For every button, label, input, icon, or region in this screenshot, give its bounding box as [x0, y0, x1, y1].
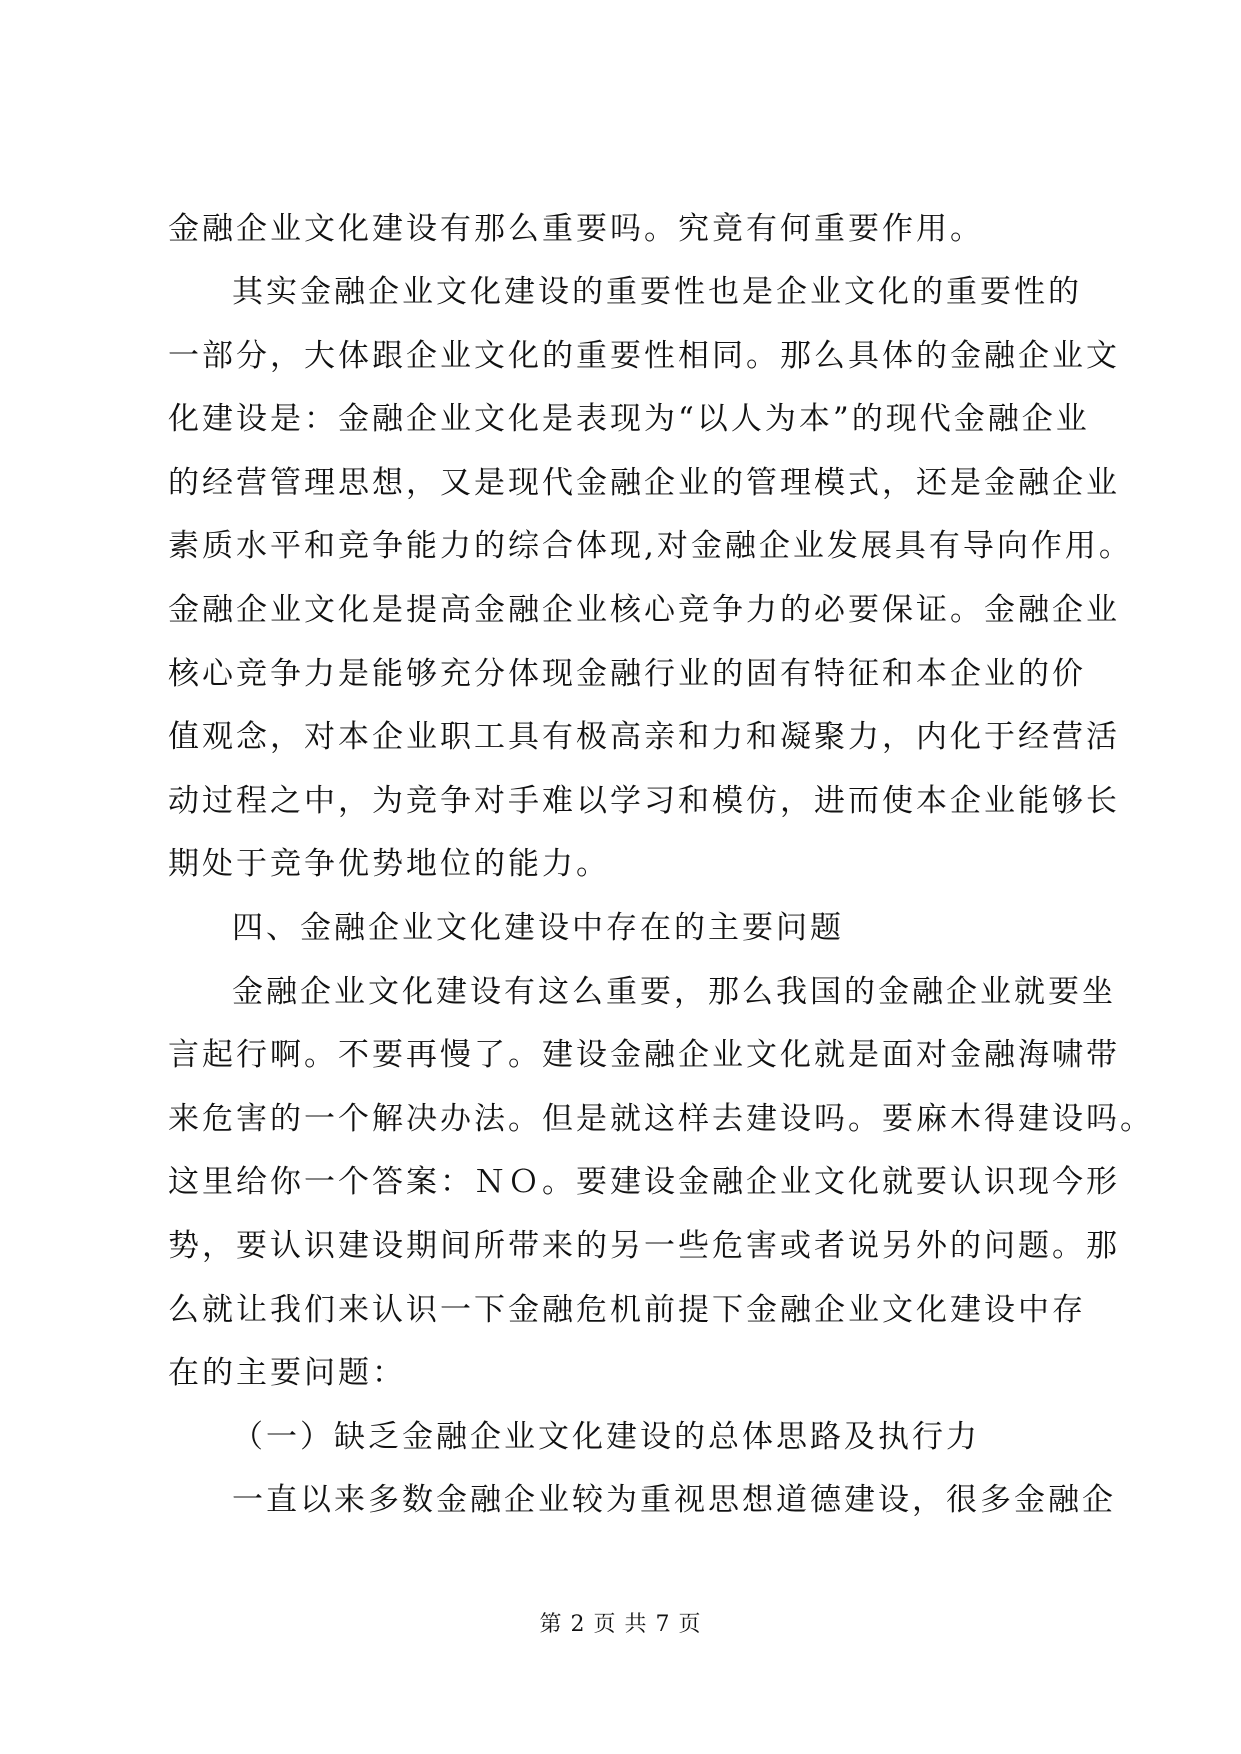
text-line-14: 言起行啊。不要再慢了。建设金融企业文化就是面对金融海啸带: [168, 1037, 1120, 1073]
text-line-9: 值观念，对本企业职工具有极高亲和力和凝聚力，内化于经营活: [168, 719, 1120, 755]
text-line-17: 势，要认识建设期间所带来的另一些危害或者说另外的问题。那: [168, 1228, 1120, 1264]
text-line-18: 么就让我们来认识一下金融危机前提下金融企业文化建设中存: [168, 1292, 1086, 1328]
text-line-15: 来危害的一个解决办法。但是就这样去建设吗。要麻木得建设吗。: [168, 1101, 1154, 1137]
text-line-8: 核心竞争力是能够充分体现金融行业的固有特征和本企业的价: [168, 656, 1086, 692]
text-line-10: 动过程之中，为竞争对手难以学习和模仿，进而使本企业能够长: [168, 783, 1120, 819]
text-line-13: 金融企业文化建设有这么重要，那么我国的金融企业就要坐: [232, 974, 1116, 1010]
text-line-5: 的经营管理思想，又是现代金融企业的管理模式，还是金融企业: [168, 465, 1120, 501]
text-line-3: 一部分，大体跟企业文化的重要性相同。那么具体的金融企业文: [168, 338, 1120, 374]
text-line-16: 这里给你一个答案：ＮＯ。要建设金融企业文化就要认识现今形: [168, 1164, 1120, 1200]
subsection-heading: （一）缺乏金融企业文化建设的总体思路及执行力: [232, 1419, 980, 1455]
text-line-1: 金融企业文化建设有那么重要吗。究竟有何重要作用。: [168, 211, 984, 247]
text-line-21: 一直以来多数金融企业较为重视思想道德建设，很多金融企: [232, 1482, 1116, 1518]
text-line-2: 其实金融企业文化建设的重要性也是企业文化的重要性的: [232, 274, 1082, 310]
text-line-19: 在的主要问题：: [168, 1355, 406, 1391]
page-indicator: 第 2 页 共 7 页: [539, 1612, 702, 1637]
text-line-4: 化建设是：金融企业文化是表现为“以人为本”的现代金融企业: [168, 401, 1090, 437]
section-heading: 四、金融企业文化建设中存在的主要问题: [232, 910, 844, 946]
text-line-6: 素质水平和竞争能力的综合体现,对金融企业发展具有导向作用。: [168, 528, 1133, 564]
text-line-11: 期处于竞争优势地位的能力。: [168, 846, 610, 882]
text-line-7: 金融企业文化是提高金融企业核心竞争力的必要保证。金融企业: [168, 592, 1120, 628]
